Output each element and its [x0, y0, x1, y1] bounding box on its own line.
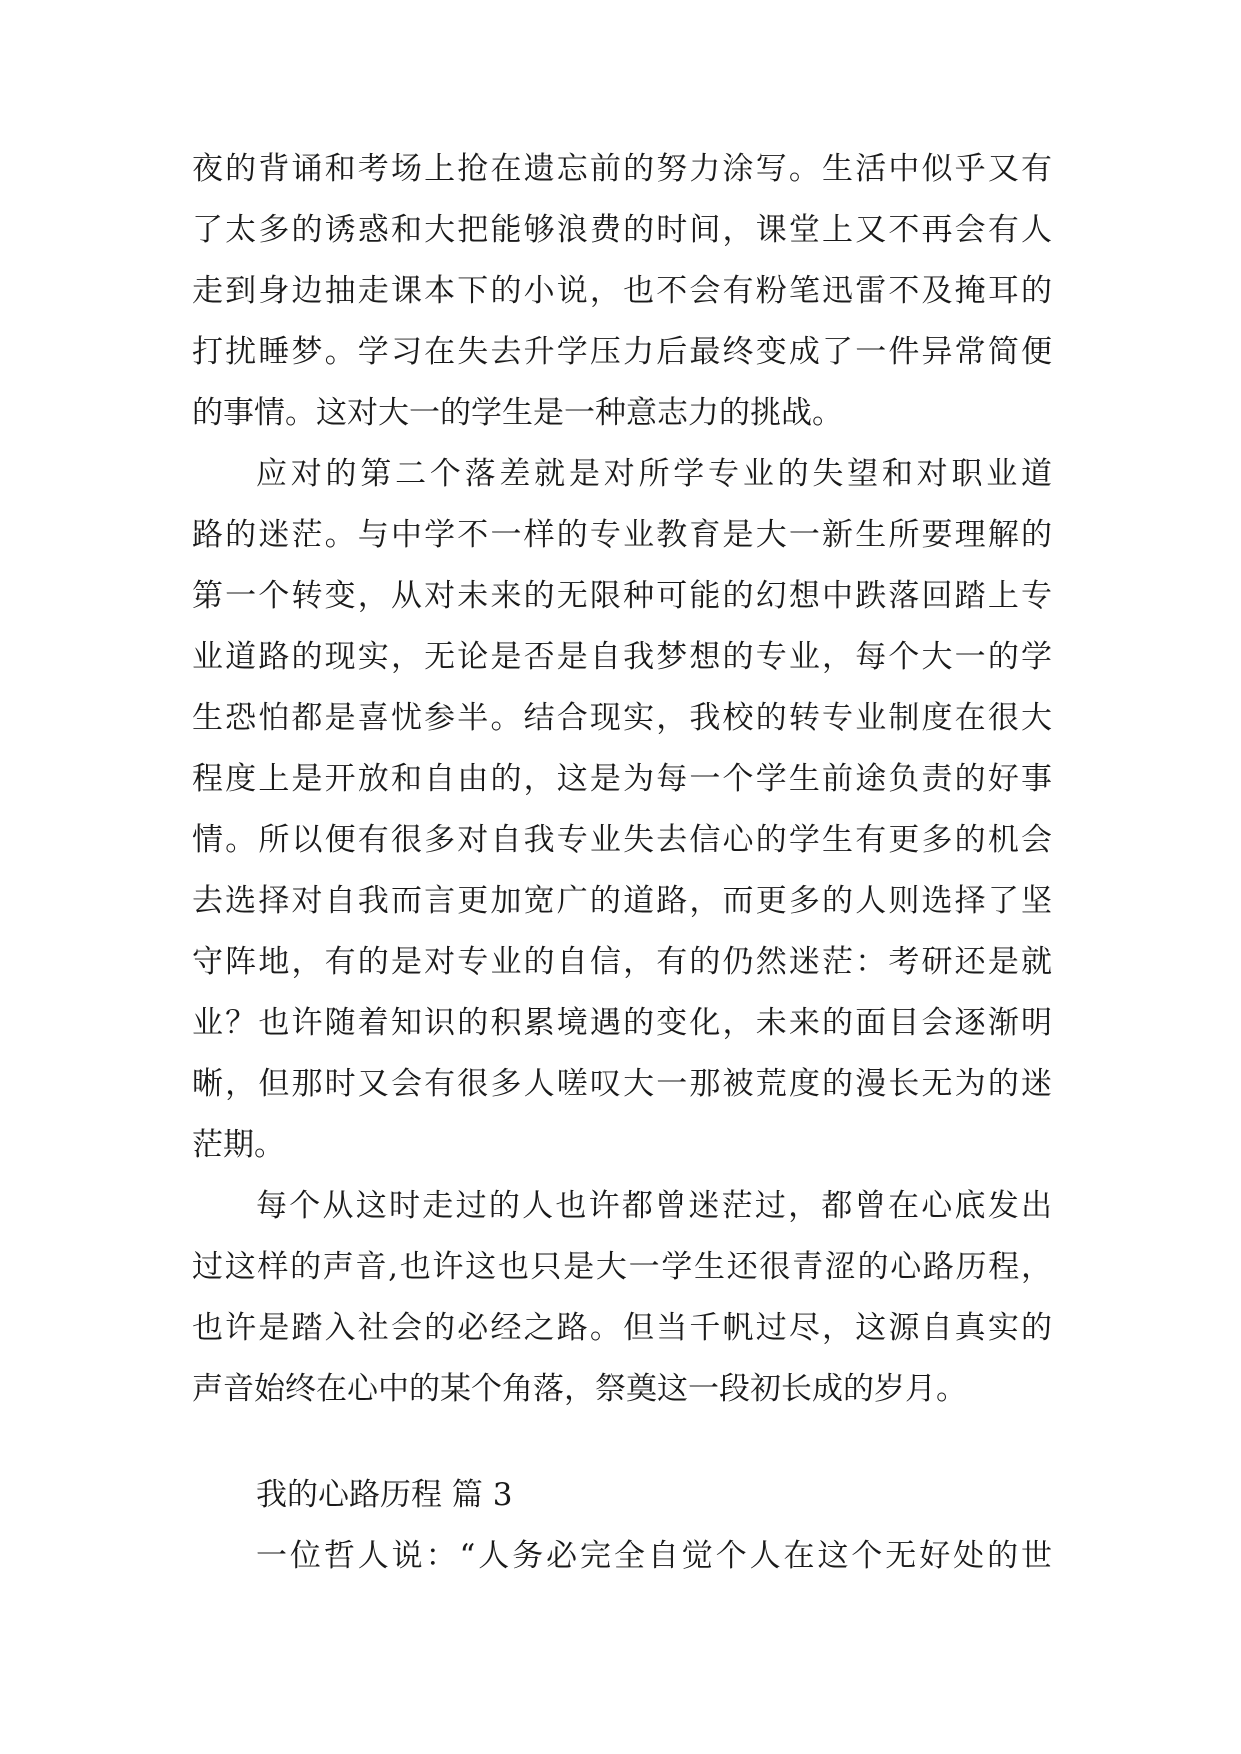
paragraph-3-line-4: 声音始终在心中的某个角落，祭奠这一段初长成的岁月。	[192, 1371, 967, 1407]
paragraph-2-line-12: 茫期。	[192, 1127, 285, 1163]
paragraph-2-line-9: 守阵地，有的是对专业的自信，有的仍然迷茫：考研还是就	[192, 944, 1052, 980]
paragraph-2-line-2: 路的迷茫。与中学不一样的专业教育是大一新生所要理解的	[192, 517, 1052, 553]
paragraph-1-line-1: 夜的背诵和考场上抢在遗忘前的努力涂写。生活中似乎又有	[192, 151, 1052, 187]
paragraph-3-line-2: 过这样的声音,也许这也只是大一学生还很青涩的心路历程，	[192, 1249, 1052, 1285]
paragraph-1-line-2: 了太多的诱惑和大把能够浪费的时间，课堂上又不再会有人	[192, 212, 1052, 248]
paragraph-2-line-6: 程度上是开放和自由的，这是为每一个学生前途负责的好事	[192, 761, 1052, 797]
paragraph-1-line-3: 走到身边抽走课本下的小说，也不会有粉笔迅雷不及掩耳的	[192, 273, 1052, 309]
paragraph-2-line-3: 第一个转变，从对未来的无限种可能的幻想中跌落回踏上专	[192, 578, 1052, 614]
paragraph-2-line-11: 晰，但那时又会有很多人嗟叹大一那被荒度的漫长无为的迷	[192, 1066, 1052, 1102]
section-heading: 我的心路历程 篇 3	[256, 1477, 513, 1513]
paragraph-4-line-1: 一位哲人说：“人务必完全自觉个人在这个无好处的世	[256, 1538, 1052, 1574]
paragraph-1-line-5: 的事情。这对大一的学生是一种意志力的挑战。	[192, 395, 843, 431]
paragraph-2-line-5: 生恐怕都是喜忧参半。结合现实，我校的转专业制度在很大	[192, 700, 1052, 736]
paragraph-2-line-8: 去选择对自我而言更加宽广的道路，而更多的人则选择了坚	[192, 883, 1052, 919]
paragraph-2-line-4: 业道路的现实，无论是否是自我梦想的专业，每个大一的学	[192, 639, 1052, 675]
paragraph-2-line-10: 业？也许随着知识的积累境遇的变化，未来的面目会逐渐明	[192, 1005, 1052, 1041]
paragraph-3-line-3: 也许是踏入社会的必经之路。但当千帆过尽，这源自真实的	[192, 1310, 1052, 1346]
paragraph-2-line-7: 情。所以便有很多对自我专业失去信心的学生有更多的机会	[192, 822, 1052, 858]
paragraph-1-line-4: 打扰睡梦。学习在失去升学压力后最终变成了一件异常简便	[192, 334, 1052, 370]
paragraph-3-line-1: 每个从这时走过的人也许都曾迷茫过，都曾在心底发出	[256, 1188, 1052, 1224]
paragraph-2-line-1: 应对的第二个落差就是对所学专业的失望和对职业道	[256, 456, 1052, 492]
